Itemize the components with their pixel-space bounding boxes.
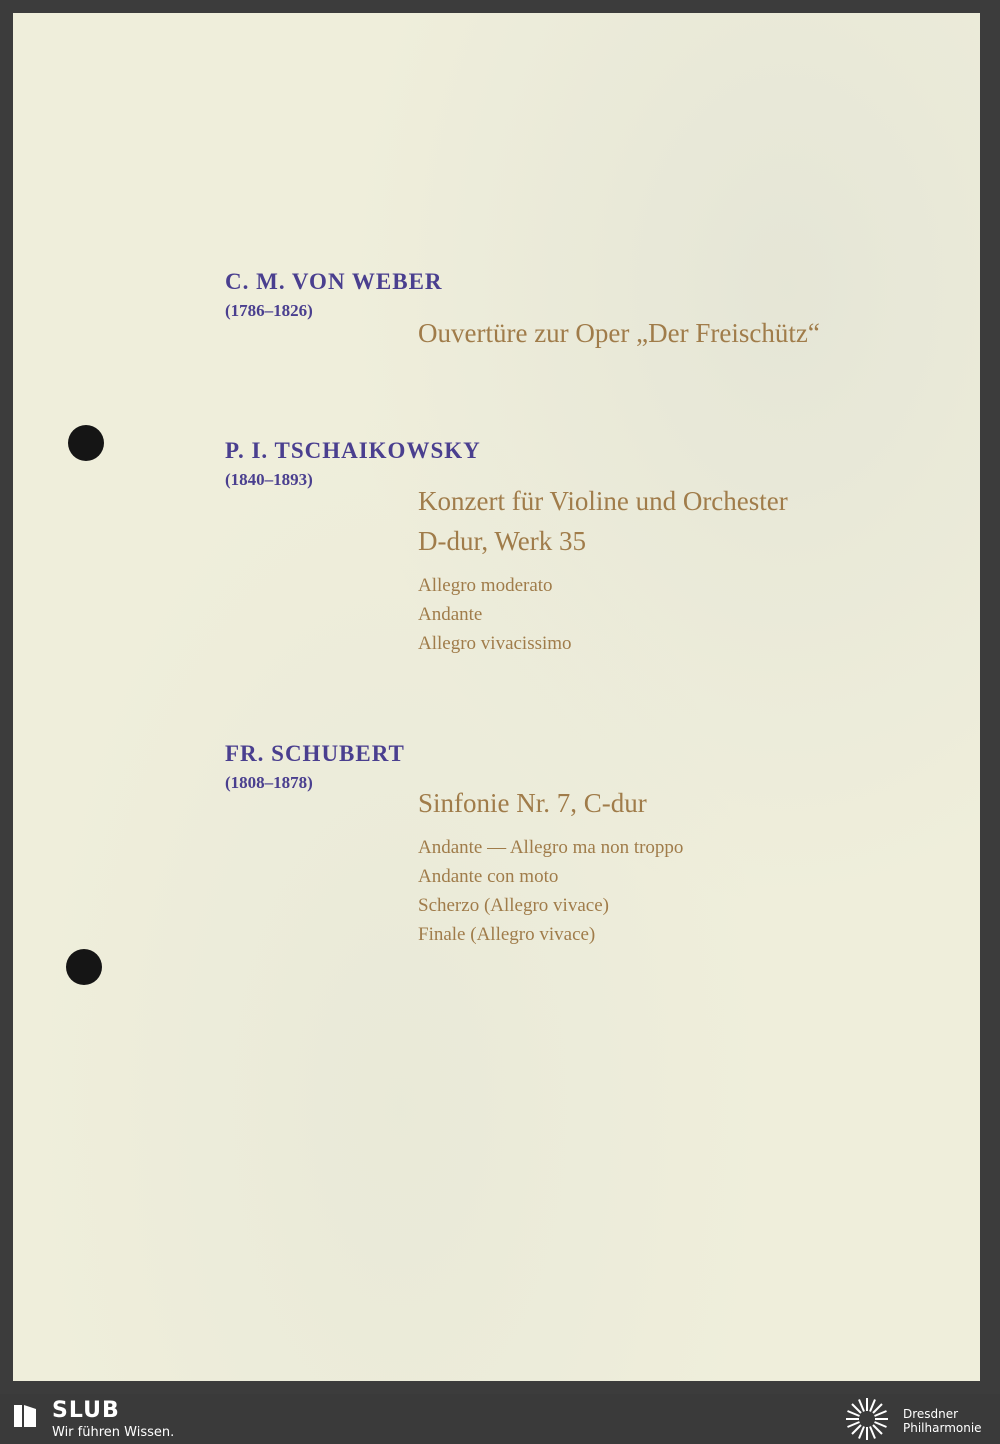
composer-block [225, 741, 405, 793]
movement-item: Andante — Allegro ma non troppo [418, 837, 684, 858]
work-block [418, 313, 820, 353]
program-page [13, 13, 980, 1381]
footer-bar [0, 1394, 1000, 1444]
movement-item: Andante [418, 604, 483, 625]
movement-item: Finale (Allegro vivace) [418, 924, 596, 945]
punch-hole-bottom [66, 949, 102, 985]
philharmonie-sunburst-icon [842, 1396, 892, 1442]
philharmonie-name-line2: Philharmonie [903, 1421, 982, 1435]
slub-tagline: Wir führen Wissen. [52, 1425, 175, 1440]
slub-book-icon [10, 1401, 40, 1431]
movement-item: Andante con moto [418, 866, 559, 887]
composer-dates: (1840–1893) [225, 470, 313, 489]
work-title: Ouvertüre zur Oper „Der Freischütz“ [418, 318, 820, 348]
punch-hole-top [68, 425, 104, 461]
philharmonie-name-line1: Dresdner [903, 1407, 959, 1421]
composer-name: FR. SCHUBERT [225, 741, 405, 766]
work-title: Konzert für Violine und Orchester [418, 486, 788, 516]
composer-name: C. M. VON WEBER [225, 269, 443, 294]
work-block [418, 783, 683, 949]
composer-block [225, 269, 443, 321]
work-title: Sinfonie Nr. 7, C-dur [418, 788, 647, 818]
slub-name[interactable]: SLUB [52, 1398, 120, 1423]
movement-item: Allegro vivacissimo [418, 633, 572, 654]
work-title: D-dur, Werk 35 [418, 526, 586, 556]
work-block [418, 481, 788, 658]
composer-name: P. I. TSCHAIKOWSKY [225, 438, 481, 463]
movement-list [418, 833, 683, 949]
composer-dates: (1786–1826) [225, 301, 313, 320]
philharmonie-name[interactable] [903, 1407, 982, 1435]
movement-list [418, 571, 788, 658]
movement-item: Allegro moderato [418, 575, 553, 596]
movement-item: Scherzo (Allegro vivace) [418, 895, 609, 916]
composer-dates: (1808–1878) [225, 773, 313, 792]
